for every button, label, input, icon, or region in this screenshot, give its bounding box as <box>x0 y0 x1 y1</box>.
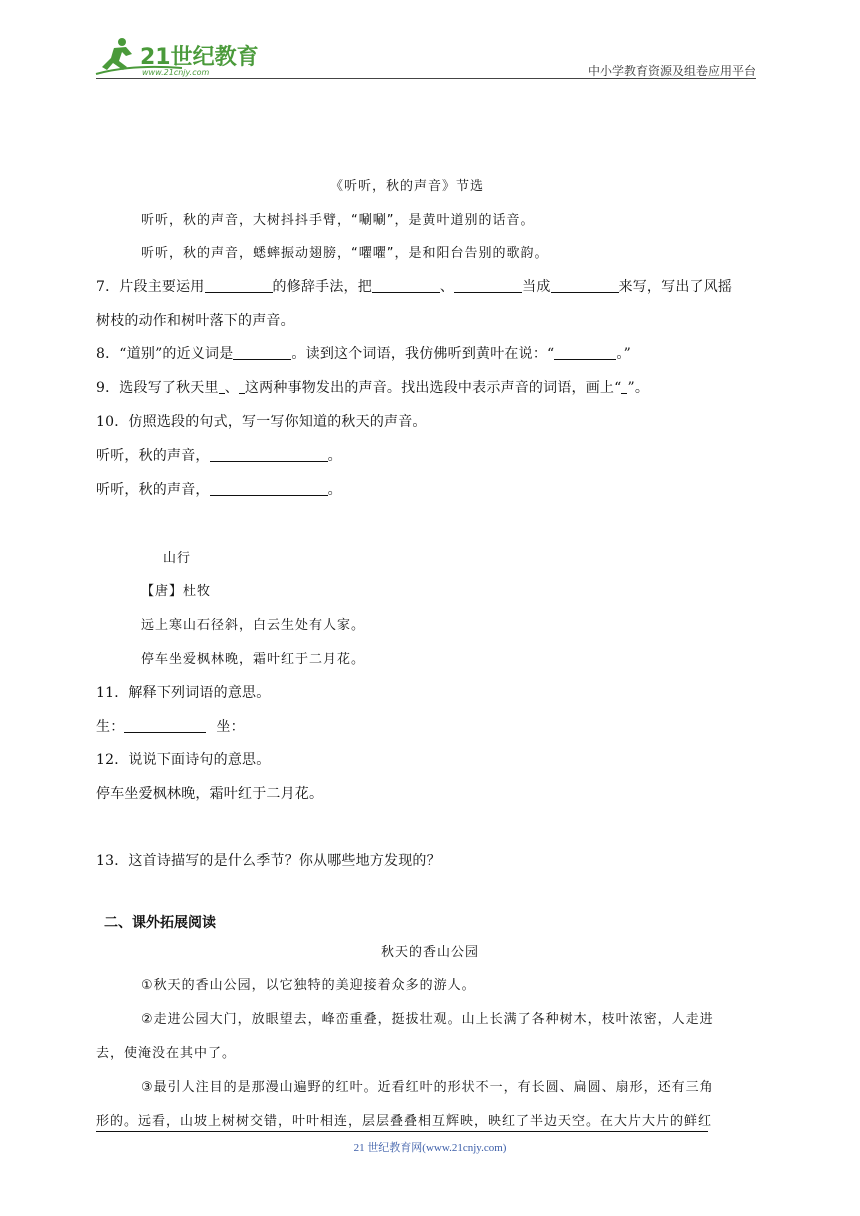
poem-author: 【唐】杜牧 <box>141 584 212 599</box>
passage1-line-1: 听听，秋的声音，大树抖抖手臂，“唰唰”，是黄叶道别的话音。 <box>141 213 535 228</box>
logo-text: 21世纪教育 <box>140 45 259 70</box>
header-divider <box>96 78 756 79</box>
answer-blank[interactable] <box>454 278 522 293</box>
question-11: 11．解释下列词语的意思。 <box>96 685 271 701</box>
question-13: 13．这首诗描写的是什么季节？你从哪些地方发现的？ <box>96 853 441 869</box>
poem-title: 山行 <box>163 551 192 566</box>
answer-blank[interactable] <box>205 278 273 293</box>
answer-blank[interactable] <box>210 447 328 462</box>
section-2-para-1: ①秋天的香山公园，以它独特的美迎接着众多的游人。 <box>141 978 476 993</box>
answer-blank[interactable] <box>233 345 291 360</box>
question-10: 10．仿照选段的句式，写一写你知道的秋天的声音。 <box>96 414 427 430</box>
question-8: 8．“道别”的近义词是 。读到这个词语，我仿佛听到黄叶在说：“ 。” <box>96 346 631 362</box>
section-2-title: 秋天的香山公园 <box>381 945 480 960</box>
question-10-line-1: 听听，秋的声音， 。 <box>96 448 342 464</box>
poem-line-1: 远上寒山石径斜，白云生处有人家。 <box>141 618 366 633</box>
question-12-poem-line: 停车坐爱枫林晚，霜叶红于二月花。 <box>96 786 324 802</box>
section-2-para-2-cont: 去，使淹没在其中了。 <box>96 1046 237 1061</box>
footer-divider <box>96 1131 708 1132</box>
logo-url: www.21cnjy.com <box>142 68 210 77</box>
section-2-heading: 二、课外拓展阅读 <box>104 915 216 931</box>
question-7: 7．片段主要运用 的修辞手法，把 、 当成 来写，写出了风摇 <box>96 279 733 295</box>
passage1-line-2: 听听，秋的声音，蟋蟀振动翅膀，“㘗㘗”，是和阳台告别的歌韵。 <box>141 246 549 261</box>
question-12: 12．说说下面诗句的意思。 <box>96 752 271 768</box>
question-11-answers: 生： 坐： <box>96 719 245 735</box>
footer-text[interactable]: 21 世纪教育网(www.21cnjy.com) <box>353 1142 507 1154</box>
question-10-line-2: 听听，秋的声音， 。 <box>96 482 342 498</box>
question-7-cont: 树枝的动作和树叶落下的声音。 <box>96 313 295 329</box>
section-2-para-3: ③最引人注目的是那漫山遍野的红叶。近看红叶的形状不一，有长圆、扁圆、扇形，还有三角 <box>141 1080 714 1095</box>
passage1-title: 《听听，秋的声音》节选 <box>330 179 485 194</box>
question-9: 9．选段写了秋天里 、 这两种事物发出的声音。找出选段中表示声音的词语，画上“ ”。 <box>96 380 650 396</box>
answer-blank[interactable] <box>372 278 440 293</box>
answer-blank[interactable] <box>124 718 206 733</box>
poem-line-2: 停车坐爱枫林晚，霜叶红于二月花。 <box>141 652 366 667</box>
answer-blank[interactable] <box>210 481 328 496</box>
answer-blank[interactable] <box>551 278 619 293</box>
section-2-para-3-cont: 形的。远看，山坡上树树交错，叶叶相连，层层叠叠相互辉映，映红了半边天空。在大片大片的鲜红 <box>96 1114 713 1129</box>
answer-blank[interactable] <box>554 345 616 360</box>
site-logo <box>92 34 262 78</box>
section-2-para-2: ②走进公园大门，放眼望去，峰峦重叠，挺拔壮观。山上长满了各种树木，枝叶浓密，人走进 <box>141 1012 714 1027</box>
header-platform-text: 中小学教育资源及组卷应用平台 <box>587 64 756 78</box>
